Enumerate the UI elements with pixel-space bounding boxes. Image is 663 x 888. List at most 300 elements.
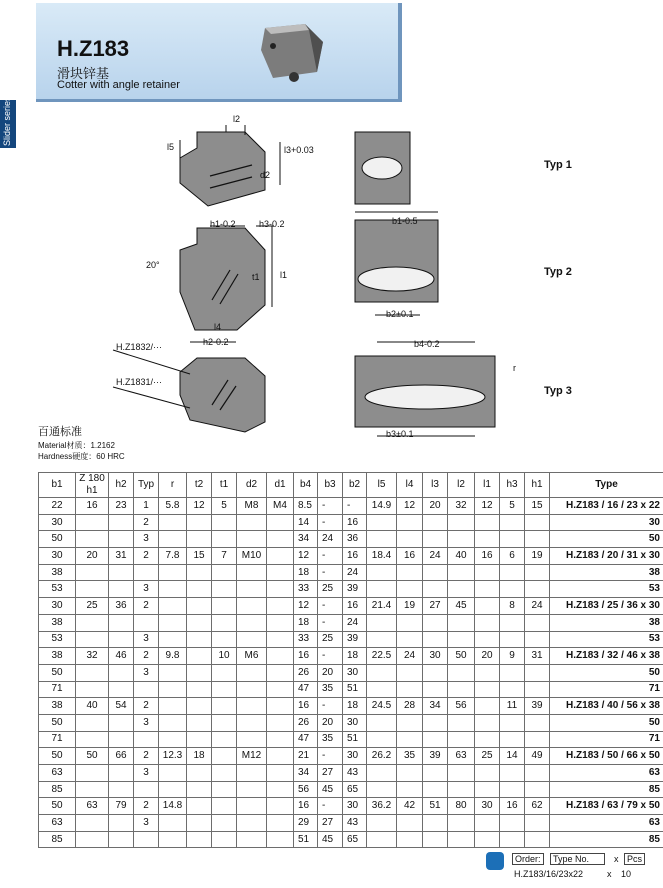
order-example-text: H.Z183/16/23x22 [514, 869, 584, 879]
table-cell [109, 781, 134, 798]
table-cell: - [318, 514, 343, 531]
table-cell: 16 [343, 548, 367, 565]
dim-b3: b3±0.1 [386, 429, 414, 439]
table-cell [267, 548, 294, 565]
type-cell: H.Z183 / 16 / 23 x 22 [550, 498, 663, 515]
table-cell: 3 [134, 581, 159, 598]
table-cell [109, 564, 134, 581]
table-cell [423, 531, 448, 548]
table-cell [500, 564, 525, 581]
table-cell: 8 [500, 598, 525, 615]
table-cell [212, 681, 237, 698]
table-cell: 12 [294, 598, 318, 615]
table-cell: M4 [267, 498, 294, 515]
table-cell [423, 681, 448, 698]
table-cell [475, 581, 500, 598]
table-cell: 32 [76, 648, 109, 665]
table-cell [76, 765, 109, 782]
table-cell [525, 614, 550, 631]
table-cell [397, 531, 423, 548]
table-cell: 16 [343, 598, 367, 615]
table-cell [159, 581, 187, 598]
table-cell [237, 815, 267, 832]
dim-t1: t1 [252, 272, 260, 282]
table-cell: 27 [423, 598, 448, 615]
table-cell: 80 [448, 798, 475, 815]
table-cell: 20 [318, 714, 343, 731]
table-cell [109, 581, 134, 598]
table-cell: 16 [475, 548, 500, 565]
table-cell [237, 731, 267, 748]
table-cell [212, 731, 237, 748]
table-cell [500, 831, 525, 848]
table-cell [134, 564, 159, 581]
table-cell: 22 [39, 498, 76, 515]
table-cell: 50 [39, 714, 76, 731]
table-cell [423, 614, 448, 631]
table-cell [267, 531, 294, 548]
table-cell [367, 564, 397, 581]
table-cell: 38 [39, 648, 76, 665]
type-cell: 30 [550, 514, 663, 531]
header-cell: l3 [423, 473, 448, 498]
table-row [39, 765, 663, 782]
type-cell: 53 [550, 581, 663, 598]
table-cell: 31 [109, 548, 134, 565]
table-cell [525, 631, 550, 648]
table-cell: 19 [525, 548, 550, 565]
table-cell: 51 [294, 831, 318, 848]
table-cell: 12 [397, 498, 423, 515]
table-cell [237, 564, 267, 581]
table-cell: 3 [134, 815, 159, 832]
table-cell: 16 [500, 798, 525, 815]
table-cell: 15 [187, 548, 212, 565]
table-cell: 51 [343, 681, 367, 698]
table-cell [159, 765, 187, 782]
table-cell: 30 [343, 798, 367, 815]
table-cell [267, 681, 294, 698]
table-cell: 12 [187, 498, 212, 515]
table-cell [367, 531, 397, 548]
dim-b2: b2±0.1 [386, 309, 414, 319]
table-cell [475, 698, 500, 715]
table-cell: M10 [237, 548, 267, 565]
table-cell [448, 581, 475, 598]
dim-l4: l4 [214, 322, 222, 332]
table-cell [237, 531, 267, 548]
table-cell [267, 564, 294, 581]
table-cell [500, 614, 525, 631]
header-cell: b2 [343, 473, 367, 498]
header-cell: t1 [212, 473, 237, 498]
type-3-label: Typ 3 [544, 385, 572, 397]
table-cell: 25 [76, 598, 109, 615]
table-cell [187, 831, 212, 848]
table-cell: 16 [294, 648, 318, 665]
table-cell [237, 614, 267, 631]
type-cell: H.Z183 / 50 / 66 x 50 [550, 748, 663, 765]
table-cell: 20 [423, 498, 448, 515]
table-cell [212, 531, 237, 548]
table-cell [500, 731, 525, 748]
table-row [39, 648, 663, 665]
table-cell: 20 [475, 648, 500, 665]
table-cell [159, 531, 187, 548]
phone-icon [486, 852, 504, 870]
table-cell [109, 831, 134, 848]
table-cell: 2 [134, 548, 159, 565]
table-cell [423, 714, 448, 731]
table-cell: 40 [448, 548, 475, 565]
table-cell [212, 781, 237, 798]
table-cell: 29 [294, 815, 318, 832]
table-cell [159, 815, 187, 832]
table-row [39, 598, 663, 615]
table-cell: 38 [39, 564, 76, 581]
table-cell: 14 [294, 514, 318, 531]
table-cell: 2 [134, 598, 159, 615]
type-2-label: Typ 2 [544, 266, 572, 278]
table-cell: - [318, 698, 343, 715]
table-cell [475, 781, 500, 798]
dim-d2: d2 [260, 170, 271, 180]
table-row [39, 581, 663, 598]
table-cell: 12 [294, 548, 318, 565]
table-cell [212, 598, 237, 615]
table-cell [475, 664, 500, 681]
header-cell: Z 180 h1 [76, 473, 109, 498]
table-cell [367, 781, 397, 798]
table-cell [423, 514, 448, 531]
table-cell [159, 731, 187, 748]
type-cell: H.Z183 / 20 / 31 x 30 [550, 548, 663, 565]
table-cell: 2 [134, 798, 159, 815]
order-example [486, 852, 646, 880]
table-cell [367, 831, 397, 848]
table-cell [525, 531, 550, 548]
table-cell [397, 564, 423, 581]
table-cell [237, 598, 267, 615]
table-cell [76, 564, 109, 581]
table-cell [423, 781, 448, 798]
dim-l3: l3+0.03 [284, 145, 314, 155]
table-cell [76, 714, 109, 731]
table-cell [267, 831, 294, 848]
table-cell [109, 815, 134, 832]
table-cell [423, 564, 448, 581]
table-cell: 14.9 [367, 498, 397, 515]
table-cell [267, 664, 294, 681]
type-cell: H.Z183 / 40 / 56 x 38 [550, 698, 663, 715]
type-cell: 71 [550, 681, 663, 698]
table-cell [525, 514, 550, 531]
table-row [39, 731, 663, 748]
table-cell: 45 [448, 598, 475, 615]
table-cell [212, 614, 237, 631]
table-cell [76, 614, 109, 631]
table-cell: 46 [109, 648, 134, 665]
table-cell: 5 [500, 498, 525, 515]
table-cell: 71 [39, 681, 76, 698]
header-cell: l4 [397, 473, 423, 498]
table-cell: 15 [525, 498, 550, 515]
header-cell: d1 [267, 473, 294, 498]
table-cell: 39 [423, 748, 448, 765]
table-cell [187, 781, 212, 798]
table-cell: 30 [39, 514, 76, 531]
table-cell [525, 714, 550, 731]
table-cell: 28 [397, 698, 423, 715]
table-cell: 39 [343, 581, 367, 598]
table-cell: 85 [39, 781, 76, 798]
header-cell: b4 [294, 473, 318, 498]
table-cell: 32 [448, 498, 475, 515]
table-cell: 63 [448, 748, 475, 765]
table-cell [76, 681, 109, 698]
table-cell: 63 [39, 815, 76, 832]
table-cell: 12 [475, 498, 500, 515]
table-cell [525, 564, 550, 581]
table-cell [475, 681, 500, 698]
table-cell [367, 681, 397, 698]
table-cell [159, 698, 187, 715]
hardness-info: Hardness硬度：60 HRC [38, 452, 125, 461]
type-cell: 85 [550, 831, 663, 848]
table-cell [448, 681, 475, 698]
table-cell: 25 [318, 631, 343, 648]
table-cell [109, 731, 134, 748]
table-row [39, 614, 663, 631]
type-cell: 63 [550, 815, 663, 832]
table-cell: 63 [39, 765, 76, 782]
table-cell: 47 [294, 731, 318, 748]
table-cell [475, 614, 500, 631]
table-cell [76, 581, 109, 598]
header-cell: b3 [318, 473, 343, 498]
table-cell: 65 [343, 831, 367, 848]
header-cell: h3 [500, 473, 525, 498]
table-row [39, 815, 663, 832]
table-cell [187, 681, 212, 698]
table-cell: 34 [294, 765, 318, 782]
table-cell [109, 765, 134, 782]
table-cell: 56 [294, 781, 318, 798]
table-cell [448, 765, 475, 782]
table-cell [525, 815, 550, 832]
table-cell: 18 [343, 648, 367, 665]
table-cell [448, 631, 475, 648]
header-cell: d2 [237, 473, 267, 498]
table-cell [500, 765, 525, 782]
table-cell [237, 831, 267, 848]
table-cell [367, 581, 397, 598]
table-cell [367, 514, 397, 531]
table-cell: 24 [343, 614, 367, 631]
table-cell [397, 631, 423, 648]
table-cell [267, 598, 294, 615]
table-cell: 50 [448, 648, 475, 665]
table-cell: 16 [76, 498, 109, 515]
header-cell: h1 [525, 473, 550, 498]
table-cell [76, 731, 109, 748]
table-cell: - [318, 564, 343, 581]
dim-r: r [513, 363, 516, 373]
table-cell [397, 714, 423, 731]
table-cell: 24 [343, 564, 367, 581]
table-cell: 24.5 [367, 698, 397, 715]
table-cell [267, 748, 294, 765]
table-cell: - [343, 498, 367, 515]
table-cell: 50 [39, 531, 76, 548]
table-cell: 21 [294, 748, 318, 765]
table-cell [109, 681, 134, 698]
table-cell: - [318, 498, 343, 515]
table-cell [475, 714, 500, 731]
table-cell [237, 631, 267, 648]
table-row [39, 514, 663, 531]
table-cell [267, 798, 294, 815]
table-cell: 85 [39, 831, 76, 848]
header-cell: b1 [39, 473, 76, 498]
table-cell: 36 [343, 531, 367, 548]
dim-b4: b4-0.2 [414, 339, 440, 349]
table-cell [187, 798, 212, 815]
type-cell: H.Z183 / 63 / 79 x 50 [550, 798, 663, 815]
table-cell [448, 564, 475, 581]
reference-z1832: H.Z1832/··· [116, 342, 163, 352]
table-cell [187, 531, 212, 548]
table-cell [212, 514, 237, 531]
table-cell [76, 664, 109, 681]
table-cell: 53 [39, 581, 76, 598]
table-cell: 5 [212, 498, 237, 515]
table-cell: 3 [134, 531, 159, 548]
table-cell: 2 [134, 748, 159, 765]
table-cell: 24 [525, 598, 550, 615]
table-cell [475, 514, 500, 531]
type-cell: 71 [550, 731, 663, 748]
table-cell [397, 614, 423, 631]
table-cell [237, 698, 267, 715]
order-example-x: x [607, 869, 612, 879]
table-cell [212, 631, 237, 648]
type-cell: 50 [550, 664, 663, 681]
table-cell [237, 765, 267, 782]
table-cell [397, 514, 423, 531]
table-cell: M12 [237, 748, 267, 765]
table-cell [475, 631, 500, 648]
table-cell: 2 [134, 648, 159, 665]
table-row [39, 498, 663, 515]
table-cell: 36 [109, 598, 134, 615]
table-cell: 26.2 [367, 748, 397, 765]
table-cell: 63 [76, 798, 109, 815]
table-cell [500, 631, 525, 648]
table-cell [76, 514, 109, 531]
table-cell: 6 [500, 548, 525, 565]
order-x: x [614, 854, 619, 864]
table-cell [237, 581, 267, 598]
type-cell: 38 [550, 564, 663, 581]
table-cell [423, 664, 448, 681]
table-cell: 36.2 [367, 798, 397, 815]
table-cell: 65 [343, 781, 367, 798]
header-cell: r [159, 473, 187, 498]
table-cell: 43 [343, 765, 367, 782]
table-cell: 26 [294, 714, 318, 731]
table-cell: 12.3 [159, 748, 187, 765]
technical-drawings [0, 0, 663, 440]
table-cell [76, 815, 109, 832]
table-row [39, 714, 663, 731]
table-row [39, 548, 663, 565]
table-cell [448, 614, 475, 631]
table-cell [187, 581, 212, 598]
table-cell: 5.8 [159, 498, 187, 515]
table-cell [475, 831, 500, 848]
table-cell [134, 781, 159, 798]
side-label: Slider series [2, 96, 12, 146]
table-cell [187, 614, 212, 631]
table-cell: 49 [525, 748, 550, 765]
table-cell: 39 [525, 698, 550, 715]
table-cell: 45 [318, 781, 343, 798]
header-cell: l5 [367, 473, 397, 498]
table-cell [267, 765, 294, 782]
table-cell [397, 781, 423, 798]
table-cell: 71 [39, 731, 76, 748]
table-cell: 3 [134, 664, 159, 681]
table-cell [367, 815, 397, 832]
table-cell [76, 831, 109, 848]
header-cell: l1 [475, 473, 500, 498]
table-cell [423, 631, 448, 648]
pcs-box: Pcs [624, 853, 645, 865]
table-cell [525, 731, 550, 748]
table-cell: 9 [500, 648, 525, 665]
table-cell: 25 [318, 581, 343, 598]
table-cell: 30 [343, 714, 367, 731]
table-cell [212, 714, 237, 731]
header-cell: l2 [448, 473, 475, 498]
table-cell: 16 [294, 798, 318, 815]
order-example-qty: 10 [621, 869, 632, 879]
table-cell [237, 514, 267, 531]
table-row [39, 564, 663, 581]
table-cell: 2 [134, 698, 159, 715]
table-cell [159, 514, 187, 531]
table-cell [109, 714, 134, 731]
table-cell [397, 831, 423, 848]
table-cell: 51 [423, 798, 448, 815]
table-cell: 18 [294, 564, 318, 581]
table-cell [109, 514, 134, 531]
table-cell: 56 [448, 698, 475, 715]
table-cell [237, 781, 267, 798]
table-cell: 30 [39, 548, 76, 565]
type-cell: 85 [550, 781, 663, 798]
table-cell [134, 614, 159, 631]
table-cell [237, 664, 267, 681]
table-cell: - [318, 748, 343, 765]
table-cell: 25 [475, 748, 500, 765]
type-cell: H.Z183 / 25 / 36 x 30 [550, 598, 663, 615]
table-cell: 8.5 [294, 498, 318, 515]
table-cell [397, 765, 423, 782]
table-cell: - [318, 548, 343, 565]
table-cell: 30 [343, 664, 367, 681]
